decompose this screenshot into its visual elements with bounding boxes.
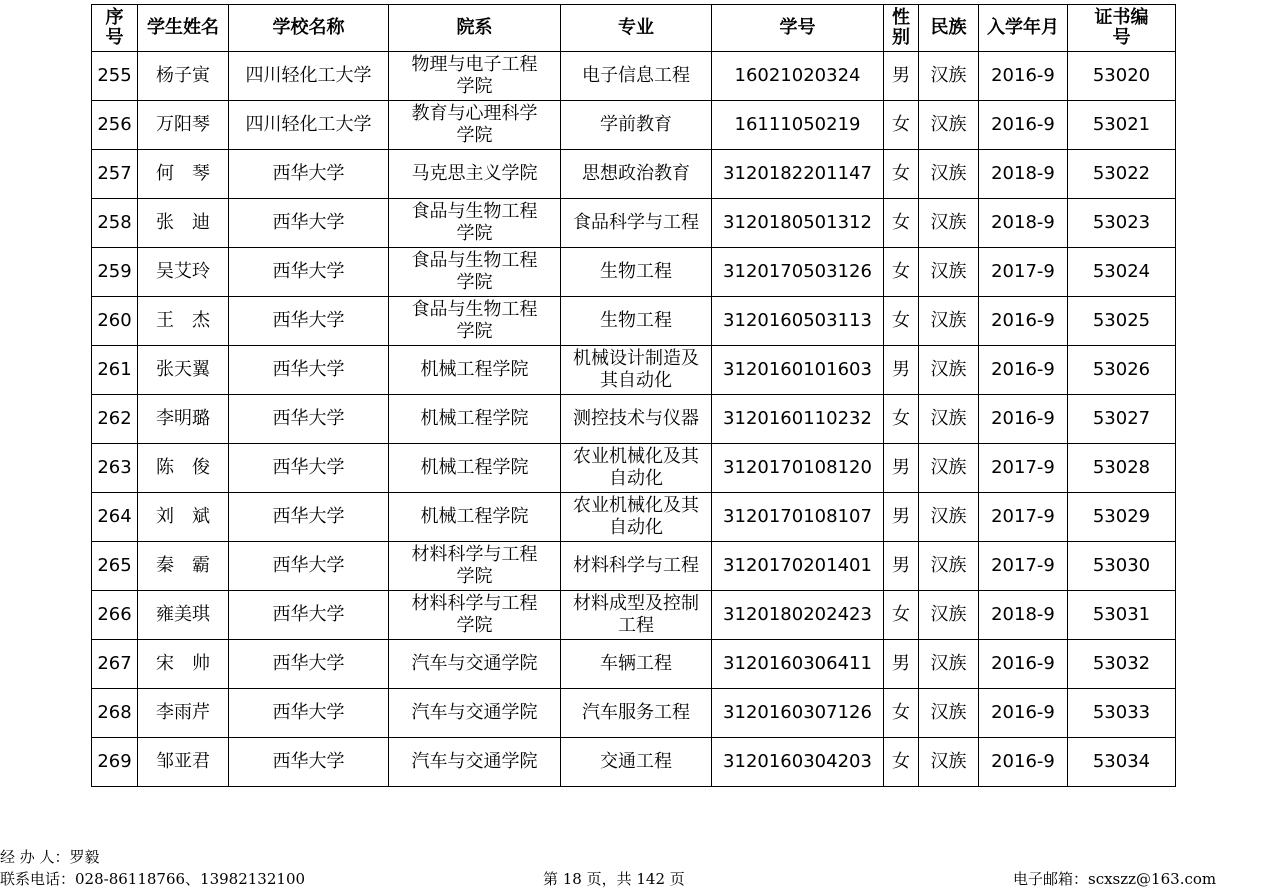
gender-cell: 女 (884, 395, 919, 444)
table-row (92, 493, 1176, 542)
major-cell: 汽车服务工程 (561, 689, 712, 738)
cert-number-cell: 53033 (1068, 689, 1176, 738)
name-cell: 邹亚君 (138, 738, 229, 787)
header-row (92, 5, 1176, 52)
major-cell: 思想政治教育 (561, 150, 712, 199)
school-header: 学校名称 (229, 5, 389, 52)
gender-cell: 男 (884, 444, 919, 493)
name-cell: 杨子寅 (138, 52, 229, 101)
school-cell: 四川轻化工大学 (229, 101, 389, 150)
gender-cell: 女 (884, 689, 919, 738)
ethnicity-cell: 汉族 (919, 640, 979, 689)
student-id-cell: 3120180202423 (712, 591, 884, 640)
enroll-date-cell: 2017-9 (979, 248, 1068, 297)
cert-number-cell: 53022 (1068, 150, 1176, 199)
seq-cell: 259 (92, 248, 138, 297)
cert-number-cell: 53030 (1068, 542, 1176, 591)
major-cell: 机械设计制造及 其自动化 (561, 346, 712, 395)
school-cell: 西华大学 (229, 199, 389, 248)
table-row (92, 738, 1176, 787)
dept-cell: 教育与心理科学 学院 (389, 101, 561, 150)
school-cell: 西华大学 (229, 591, 389, 640)
name-cell: 李明璐 (138, 395, 229, 444)
name-cell: 宋 帅 (138, 640, 229, 689)
page-number: 第 18 页，共 142 页 (543, 870, 685, 888)
cert-number-cell: 53031 (1068, 591, 1176, 640)
cert-number-cell: 53028 (1068, 444, 1176, 493)
table-row (92, 689, 1176, 738)
table-row (92, 591, 1176, 640)
gender-cell: 女 (884, 150, 919, 199)
major-cell: 农业机械化及其 自动化 (561, 444, 712, 493)
gender-cell: 女 (884, 199, 919, 248)
cert-number-cell: 53021 (1068, 101, 1176, 150)
major-cell: 车辆工程 (561, 640, 712, 689)
gender-cell: 女 (884, 248, 919, 297)
seq-cell: 257 (92, 150, 138, 199)
ethnicity-cell: 汉族 (919, 395, 979, 444)
dept-cell: 机械工程学院 (389, 444, 561, 493)
dept-cell: 材料科学与工程 学院 (389, 542, 561, 591)
seq-cell: 255 (92, 52, 138, 101)
name-cell: 李雨芹 (138, 689, 229, 738)
major-header: 专业 (561, 5, 712, 52)
cert-header: 证书编 号 (1068, 5, 1176, 52)
dept-cell: 机械工程学院 (389, 493, 561, 542)
table-row (92, 444, 1176, 493)
major-cell: 材料成型及控制 工程 (561, 591, 712, 640)
dept-cell: 汽车与交通学院 (389, 689, 561, 738)
gender-cell: 男 (884, 493, 919, 542)
table-row (92, 346, 1176, 395)
seq-cell: 266 (92, 591, 138, 640)
cert-number-cell: 53024 (1068, 248, 1176, 297)
gender-cell: 男 (884, 52, 919, 101)
contact-email: 电子邮箱：scxszz@163.com (1013, 870, 1217, 888)
cert-number-cell: 53026 (1068, 346, 1176, 395)
school-cell: 西华大学 (229, 542, 389, 591)
school-cell: 西华大学 (229, 738, 389, 787)
dept-header: 院系 (389, 5, 561, 52)
enroll-date-cell: 2016-9 (979, 689, 1068, 738)
enroll-date-cell: 2016-9 (979, 738, 1068, 787)
name-header: 学生姓名 (138, 5, 229, 52)
school-cell: 西华大学 (229, 150, 389, 199)
table-row (92, 640, 1176, 689)
enroll-date-cell: 2016-9 (979, 297, 1068, 346)
major-cell: 生物工程 (561, 248, 712, 297)
cert-number-cell: 53034 (1068, 738, 1176, 787)
seq-cell: 267 (92, 640, 138, 689)
seq-cell: 269 (92, 738, 138, 787)
handler-label: 经 办 人：罗毅 (0, 848, 100, 866)
enroll-date-cell: 2016-9 (979, 395, 1068, 444)
ethnicity-cell: 汉族 (919, 297, 979, 346)
student-id-cell: 3120170201401 (712, 542, 884, 591)
student-id-cell: 16111050219 (712, 101, 884, 150)
school-cell: 西华大学 (229, 444, 389, 493)
seq-cell: 258 (92, 199, 138, 248)
ethnicity-cell: 汉族 (919, 542, 979, 591)
enroll-date-cell: 2016-9 (979, 640, 1068, 689)
seq-cell: 261 (92, 346, 138, 395)
name-cell: 王 杰 (138, 297, 229, 346)
major-cell: 学前教育 (561, 101, 712, 150)
dept-cell: 马克思主义学院 (389, 150, 561, 199)
gender-cell: 女 (884, 297, 919, 346)
school-cell: 西华大学 (229, 297, 389, 346)
student-roster-table (91, 4, 1176, 787)
gender-header: 性 别 (884, 5, 919, 52)
contact-phone: 联系电话：028-86118766、13982132100 (0, 870, 306, 888)
major-cell: 交通工程 (561, 738, 712, 787)
major-cell: 食品科学与工程 (561, 199, 712, 248)
ethnicity-cell: 汉族 (919, 150, 979, 199)
ethnicity-cell: 汉族 (919, 738, 979, 787)
enroll-date-cell: 2018-9 (979, 199, 1068, 248)
cert-number-cell: 53023 (1068, 199, 1176, 248)
cert-number-cell: 53032 (1068, 640, 1176, 689)
table-row (92, 248, 1176, 297)
name-cell: 何 琴 (138, 150, 229, 199)
seq-cell: 264 (92, 493, 138, 542)
name-cell: 张 迪 (138, 199, 229, 248)
dept-cell: 汽车与交通学院 (389, 640, 561, 689)
name-cell: 张天翼 (138, 346, 229, 395)
ethnicity-cell: 汉族 (919, 346, 979, 395)
seq-cell: 265 (92, 542, 138, 591)
major-cell: 农业机械化及其 自动化 (561, 493, 712, 542)
dept-cell: 机械工程学院 (389, 346, 561, 395)
major-cell: 电子信息工程 (561, 52, 712, 101)
name-cell: 吴艾玲 (138, 248, 229, 297)
table-row (92, 52, 1176, 101)
enroll-date-cell: 2018-9 (979, 591, 1068, 640)
enroll-date-cell: 2016-9 (979, 346, 1068, 395)
table-row (92, 199, 1176, 248)
major-cell: 生物工程 (561, 297, 712, 346)
school-cell: 西华大学 (229, 395, 389, 444)
gender-cell: 女 (884, 101, 919, 150)
name-cell: 雍美琪 (138, 591, 229, 640)
school-cell: 西华大学 (229, 493, 389, 542)
school-cell: 四川轻化工大学 (229, 52, 389, 101)
id-header: 学号 (712, 5, 884, 52)
dept-cell: 食品与生物工程 学院 (389, 297, 561, 346)
name-cell: 陈 俊 (138, 444, 229, 493)
student-id-cell: 3120180501312 (712, 199, 884, 248)
ethnicity-cell: 汉族 (919, 591, 979, 640)
enroll-date-cell: 2017-9 (979, 444, 1068, 493)
enroll-date-cell: 2016-9 (979, 52, 1068, 101)
school-cell: 西华大学 (229, 346, 389, 395)
student-id-cell: 3120170108120 (712, 444, 884, 493)
dept-cell: 食品与生物工程 学院 (389, 199, 561, 248)
enroll-date-cell: 2016-9 (979, 101, 1068, 150)
seq-header: 序 号 (92, 5, 138, 52)
student-id-cell: 3120160503113 (712, 297, 884, 346)
ethnicity-cell: 汉族 (919, 689, 979, 738)
gender-cell: 男 (884, 346, 919, 395)
gender-cell: 女 (884, 738, 919, 787)
seq-cell: 268 (92, 689, 138, 738)
ethnicity-cell: 汉族 (919, 248, 979, 297)
student-id-cell: 3120182201147 (712, 150, 884, 199)
name-cell: 万阳琴 (138, 101, 229, 150)
ethnicity-cell: 汉族 (919, 52, 979, 101)
dept-cell: 材料科学与工程 学院 (389, 591, 561, 640)
student-id-cell: 3120160307126 (712, 689, 884, 738)
table-row (92, 150, 1176, 199)
dept-cell: 食品与生物工程 学院 (389, 248, 561, 297)
name-cell: 秦 霸 (138, 542, 229, 591)
student-id-cell: 3120160101603 (712, 346, 884, 395)
ethnicity-cell: 汉族 (919, 101, 979, 150)
cert-number-cell: 53027 (1068, 395, 1176, 444)
student-id-cell: 16021020324 (712, 52, 884, 101)
school-cell: 西华大学 (229, 640, 389, 689)
dept-cell: 汽车与交通学院 (389, 738, 561, 787)
ethnicity-header: 民族 (919, 5, 979, 52)
student-id-cell: 3120160304203 (712, 738, 884, 787)
enroll-date-cell: 2017-9 (979, 542, 1068, 591)
seq-cell: 256 (92, 101, 138, 150)
enroll-date-cell: 2017-9 (979, 493, 1068, 542)
roster-body (92, 52, 1176, 787)
student-id-cell: 3120160306411 (712, 640, 884, 689)
dept-cell: 机械工程学院 (389, 395, 561, 444)
table-row (92, 101, 1176, 150)
seq-cell: 260 (92, 297, 138, 346)
name-cell: 刘 斌 (138, 493, 229, 542)
ethnicity-cell: 汉族 (919, 493, 979, 542)
student-id-cell: 3120170108107 (712, 493, 884, 542)
school-cell: 西华大学 (229, 689, 389, 738)
student-id-cell: 3120160110232 (712, 395, 884, 444)
table-row (92, 297, 1176, 346)
cert-number-cell: 53020 (1068, 52, 1176, 101)
seq-cell: 263 (92, 444, 138, 493)
ethnicity-cell: 汉族 (919, 199, 979, 248)
cert-number-cell: 53025 (1068, 297, 1176, 346)
enroll-date-cell: 2018-9 (979, 150, 1068, 199)
gender-cell: 女 (884, 591, 919, 640)
school-cell: 西华大学 (229, 248, 389, 297)
gender-cell: 男 (884, 640, 919, 689)
table-row (92, 542, 1176, 591)
enroll-header: 入学年月 (979, 5, 1068, 52)
cert-number-cell: 53029 (1068, 493, 1176, 542)
seq-cell: 262 (92, 395, 138, 444)
ethnicity-cell: 汉族 (919, 444, 979, 493)
dept-cell: 物理与电子工程 学院 (389, 52, 561, 101)
student-id-cell: 3120170503126 (712, 248, 884, 297)
major-cell: 测控技术与仪器 (561, 395, 712, 444)
gender-cell: 男 (884, 542, 919, 591)
major-cell: 材料科学与工程 (561, 542, 712, 591)
table-row (92, 395, 1176, 444)
